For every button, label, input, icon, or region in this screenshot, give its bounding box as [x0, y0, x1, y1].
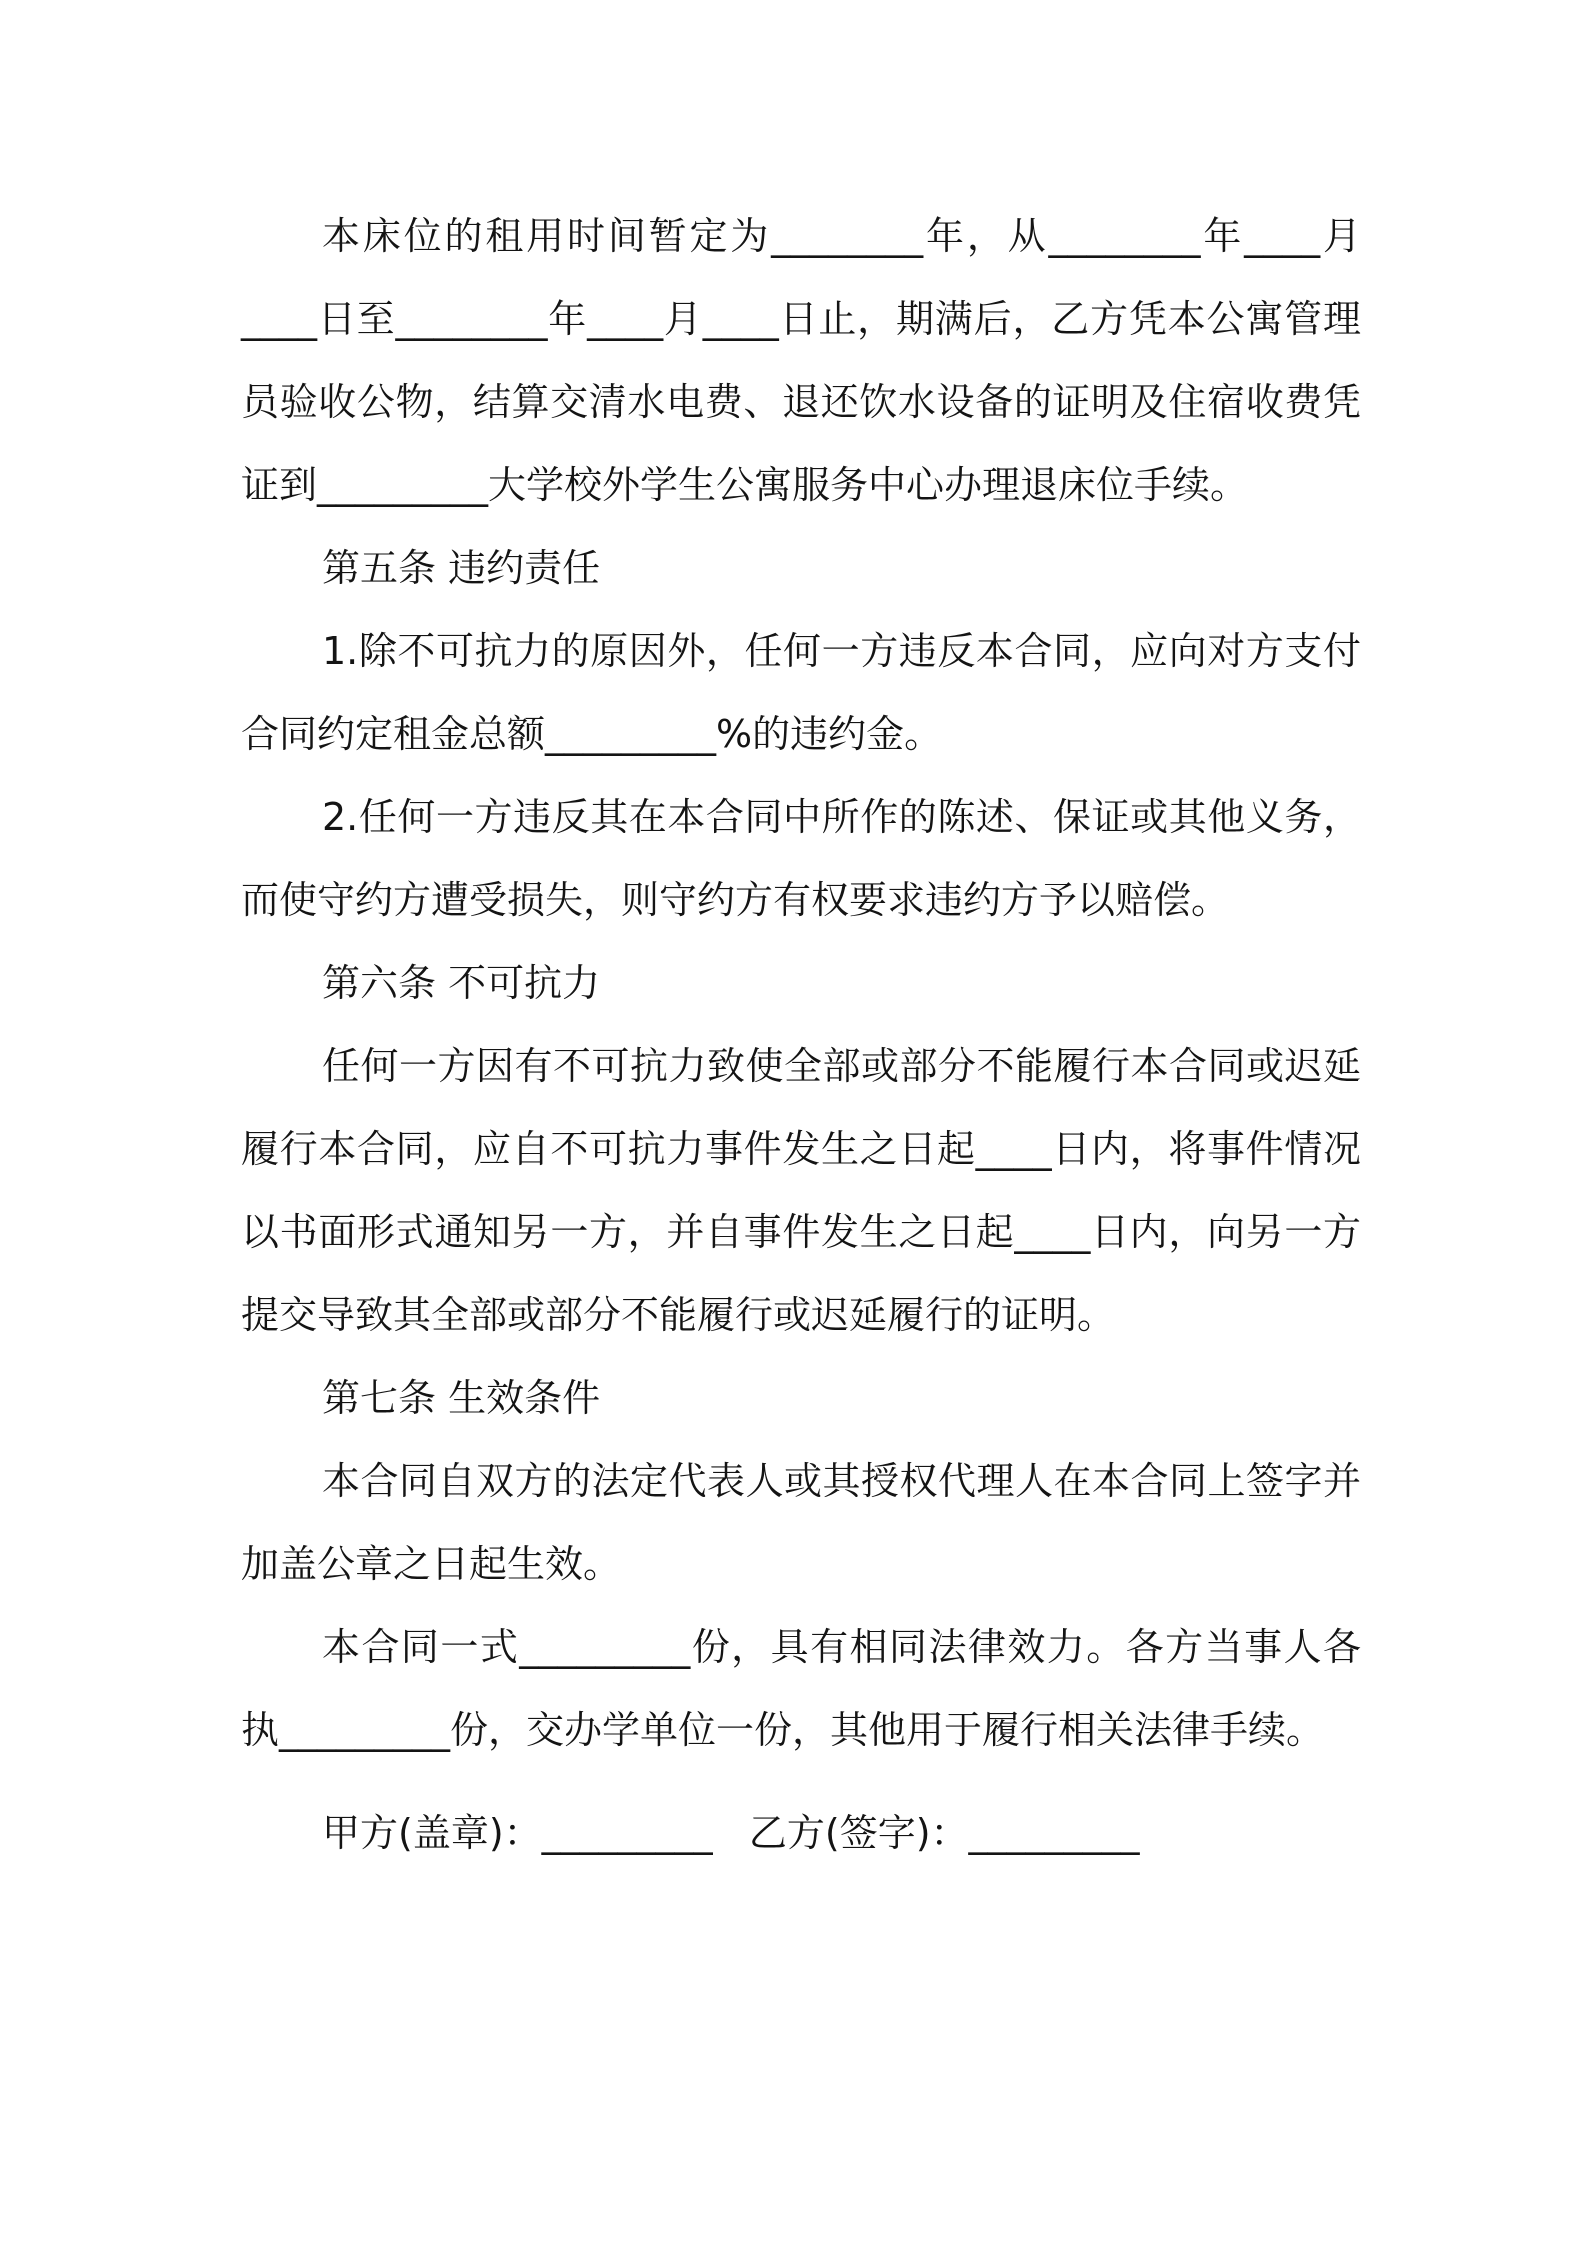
heading-article-5: 第五条 违约责任	[322, 546, 601, 590]
paragraph-breach-2: 2.任何一方违反其在本合同中所作的陈述、保证或其他义务，而使守约方遭受损失，则守约方有权要求违约方予以赔偿。	[241, 795, 1361, 922]
paragraph-rental-period: 本床位的租用时间暂定为________年，从________年____月____日至________年____月____日止，期满后，乙方凭本公寓管理员验收公物，结算交清水电费、退还饮水设备的证明及住宿收费凭证到_________大学校外学生公寓服务中心办理退床位手续。	[241, 214, 1361, 507]
signature-line: 甲方(盖章)：_________ 乙方(签字)：_________	[322, 1811, 1140, 1855]
paragraph-force-majeure: 任何一方因有不可抗力致使全部或部分不能履行本合同或迟延履行本合同，应自不可抗力事件发生之日起____日内，将事件情况以书面形式通知另一方，并自事件发生之日起____日内，向另一方提交导致其全部或部分不能履行或迟延履行的证明。	[241, 1044, 1361, 1337]
paragraph-effective: 本合同自双方的法定代表人或其授权代理人在本合同上签字并加盖公章之日起生效。	[241, 1459, 1361, 1586]
heading-article-6: 第六条 不可抗力	[322, 961, 601, 1005]
document-body	[241, 195, 1361, 1875]
paragraph-copies: 本合同一式_________份，具有相同法律效力。各方当事人各执_________份，交办学单位一份，其他用于履行相关法律手续。	[241, 1625, 1361, 1752]
paragraph-breach-1: 1.除不可抗力的原因外，任何一方违反本合同，应向对方支付合同约定租金总额_________%的违约金。	[241, 629, 1361, 756]
heading-article-7: 第七条 生效条件	[322, 1376, 601, 1420]
